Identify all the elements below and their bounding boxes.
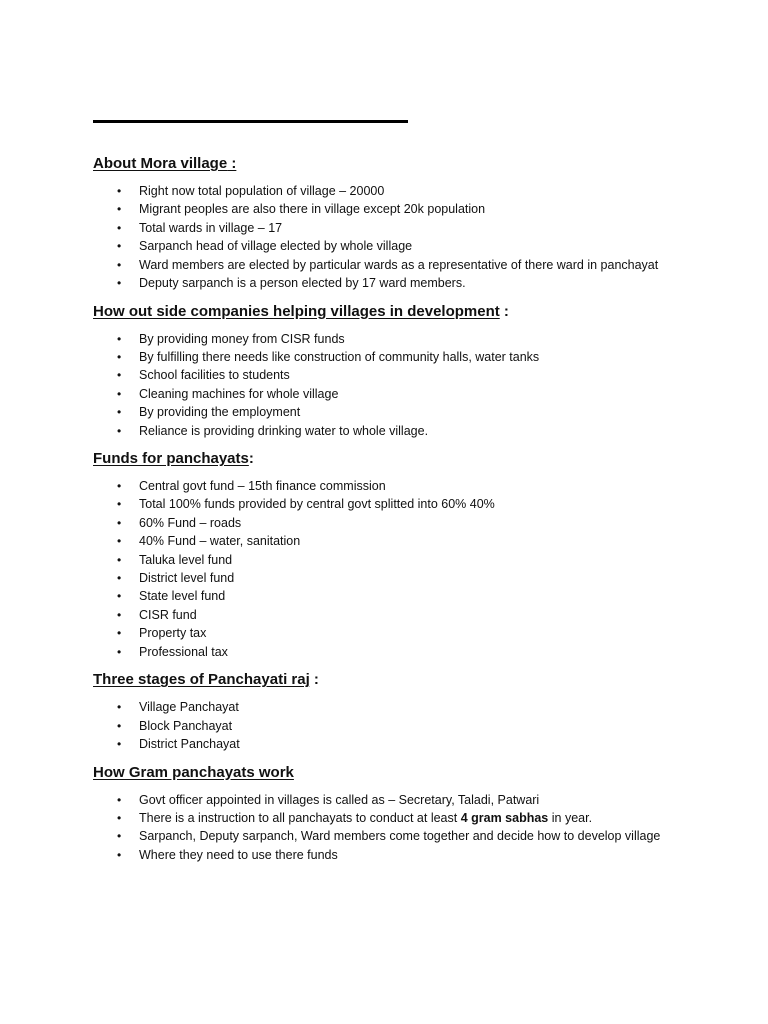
section-heading-suffix: :: [309, 671, 319, 689]
list-item-text: Property tax: [139, 626, 207, 641]
section-1: [93, 153, 683, 293]
list-item: [93, 607, 683, 625]
list-item-text: in year.: [548, 810, 593, 825]
list-item: [93, 588, 683, 606]
list-item: [93, 404, 683, 422]
section-2: [93, 301, 683, 441]
list-item: [93, 257, 683, 275]
list-item-text: Where they need to use there funds: [139, 847, 338, 862]
list-item: [93, 478, 683, 496]
list-item: [93, 718, 683, 736]
section-heading-text: About Mora village: [93, 155, 228, 172]
bullet-icon: •: [117, 607, 122, 622]
list-item: [93, 736, 683, 754]
bullet-list: [93, 331, 683, 441]
list-item: [93, 220, 683, 238]
bullet-icon: •: [117, 368, 122, 383]
bullet-icon: •: [117, 423, 122, 438]
bullet-list: [93, 792, 683, 865]
list-item-text: 60% Fund – roads: [139, 515, 242, 530]
bullet-icon: •: [117, 349, 122, 364]
bullet-icon: •: [117, 718, 122, 733]
section-heading-text: How out side companies helping villages in development: [93, 302, 500, 320]
bullet-icon: •: [117, 239, 122, 254]
list-item: [93, 699, 683, 717]
bullet-icon: •: [117, 552, 122, 567]
list-item: [93, 349, 683, 367]
list-item-text: Migrant peoples are also there in village except 20k population: [139, 202, 486, 217]
section-heading: [93, 301, 683, 323]
list-item-text: Deputy sarpanch is a person elected by 17 ward members.: [139, 275, 466, 290]
bullet-list: [93, 478, 683, 661]
bullet-icon: •: [117, 257, 122, 272]
list-item-text: Sarpanch head of village elected by whole village: [139, 239, 413, 254]
bullet-icon: •: [117, 405, 122, 420]
list-item: [93, 570, 683, 588]
list-item: [93, 275, 683, 293]
list-item: [93, 331, 683, 349]
list-item: [93, 792, 683, 810]
list-item: [93, 552, 683, 570]
bullet-icon: •: [117, 736, 122, 751]
bullet-icon: •: [117, 275, 122, 290]
list-item-text: Cleaning machines for whole village: [139, 386, 339, 401]
section-heading-text: Funds for panchayats: [93, 450, 249, 468]
bullet-icon: •: [117, 386, 122, 401]
list-item: [93, 367, 683, 385]
list-item: [93, 625, 683, 643]
section-heading-text: How Gram panchayats work: [93, 763, 294, 781]
list-item-text: Block Panchayat: [139, 718, 233, 733]
bullet-icon: •: [117, 571, 122, 586]
bullet-icon: •: [117, 792, 122, 807]
list-item-text: Taluka level fund: [139, 552, 233, 567]
list-item: [93, 496, 683, 514]
list-item: [93, 847, 683, 865]
list-item: [93, 828, 683, 846]
bullet-icon: •: [117, 626, 122, 641]
document-content: [93, 153, 683, 872]
section-3: [93, 448, 683, 661]
list-item: [93, 238, 683, 256]
list-item-text: Professional tax: [139, 644, 228, 659]
list-item: [93, 423, 683, 441]
bullet-list: [93, 183, 683, 293]
list-item-text: Ward members are elected by particular wards as a representative of there ward in panchayat: [139, 257, 659, 272]
list-item-text: Sarpanch, Deputy sarpanch, Ward members come together and decide how to develop village: [139, 829, 661, 844]
section-heading-text: Three stages of Panchayati raj: [93, 671, 310, 689]
list-item: [93, 201, 683, 219]
list-item-emphasis: 4 gram sabhas: [460, 810, 549, 825]
bullet-icon: •: [117, 497, 122, 512]
list-item-text: Central govt fund – 15th finance commission: [139, 479, 386, 494]
list-item-text: School facilities to students: [139, 368, 290, 383]
section-5: [93, 762, 683, 865]
list-item-text: By fulfilling there needs like construction of community halls, water tanks: [139, 349, 540, 364]
list-item-text: Right now total population of village – 20000: [139, 184, 385, 198]
list-item: [93, 810, 683, 828]
section-heading-suffix: :: [227, 155, 237, 172]
section-heading: [93, 448, 683, 470]
list-item-text: Reliance is providing drinking water to whole village.: [139, 423, 429, 438]
list-item: [93, 533, 683, 551]
bullet-icon: •: [117, 479, 122, 494]
list-item-text: District level fund: [139, 571, 235, 586]
bullet-icon: •: [117, 829, 122, 844]
list-item: [93, 644, 683, 662]
list-item: [93, 183, 683, 201]
section-heading: [93, 669, 683, 691]
list-item-text: Total wards in village – 17: [139, 220, 283, 235]
section-4: [93, 669, 683, 753]
bullet-icon: •: [117, 534, 122, 549]
bullet-icon: •: [117, 700, 122, 715]
bullet-icon: •: [117, 589, 122, 604]
list-item-text: By providing money from CISR funds: [139, 331, 345, 346]
bullet-list: [93, 699, 683, 753]
list-item-text: Govt officer appointed in villages is called as – Secretary, Taladi, Patwari: [139, 792, 540, 807]
bullet-icon: •: [117, 810, 122, 825]
list-item-text: By providing the employment: [139, 405, 301, 420]
list-item-text: 40% Fund – water, sanitation: [139, 534, 301, 549]
bullet-icon: •: [117, 220, 122, 235]
bullet-icon: •: [117, 847, 122, 862]
bullet-icon: •: [117, 331, 122, 346]
section-heading-suffix: :: [499, 302, 509, 320]
list-item-text: State level fund: [139, 589, 226, 604]
list-item: [93, 515, 683, 533]
section-heading: [93, 153, 683, 175]
bullet-icon: •: [117, 515, 122, 530]
list-item: [93, 386, 683, 404]
section-heading-suffix: :: [248, 450, 254, 468]
list-item-text: District Panchayat: [139, 736, 240, 751]
header-rule: [93, 120, 408, 123]
bullet-icon: •: [117, 202, 122, 217]
list-item-text: Village Panchayat: [139, 700, 239, 715]
bullet-icon: •: [117, 184, 122, 198]
section-heading: [93, 762, 683, 784]
list-item-text: There is a instruction to all panchayats to conduct at least: [139, 810, 461, 825]
list-item-text: CISR fund: [139, 607, 197, 622]
bullet-icon: •: [117, 644, 122, 659]
list-item-text: Total 100% funds provided by central govt splitted into 60% 40%: [139, 497, 495, 512]
